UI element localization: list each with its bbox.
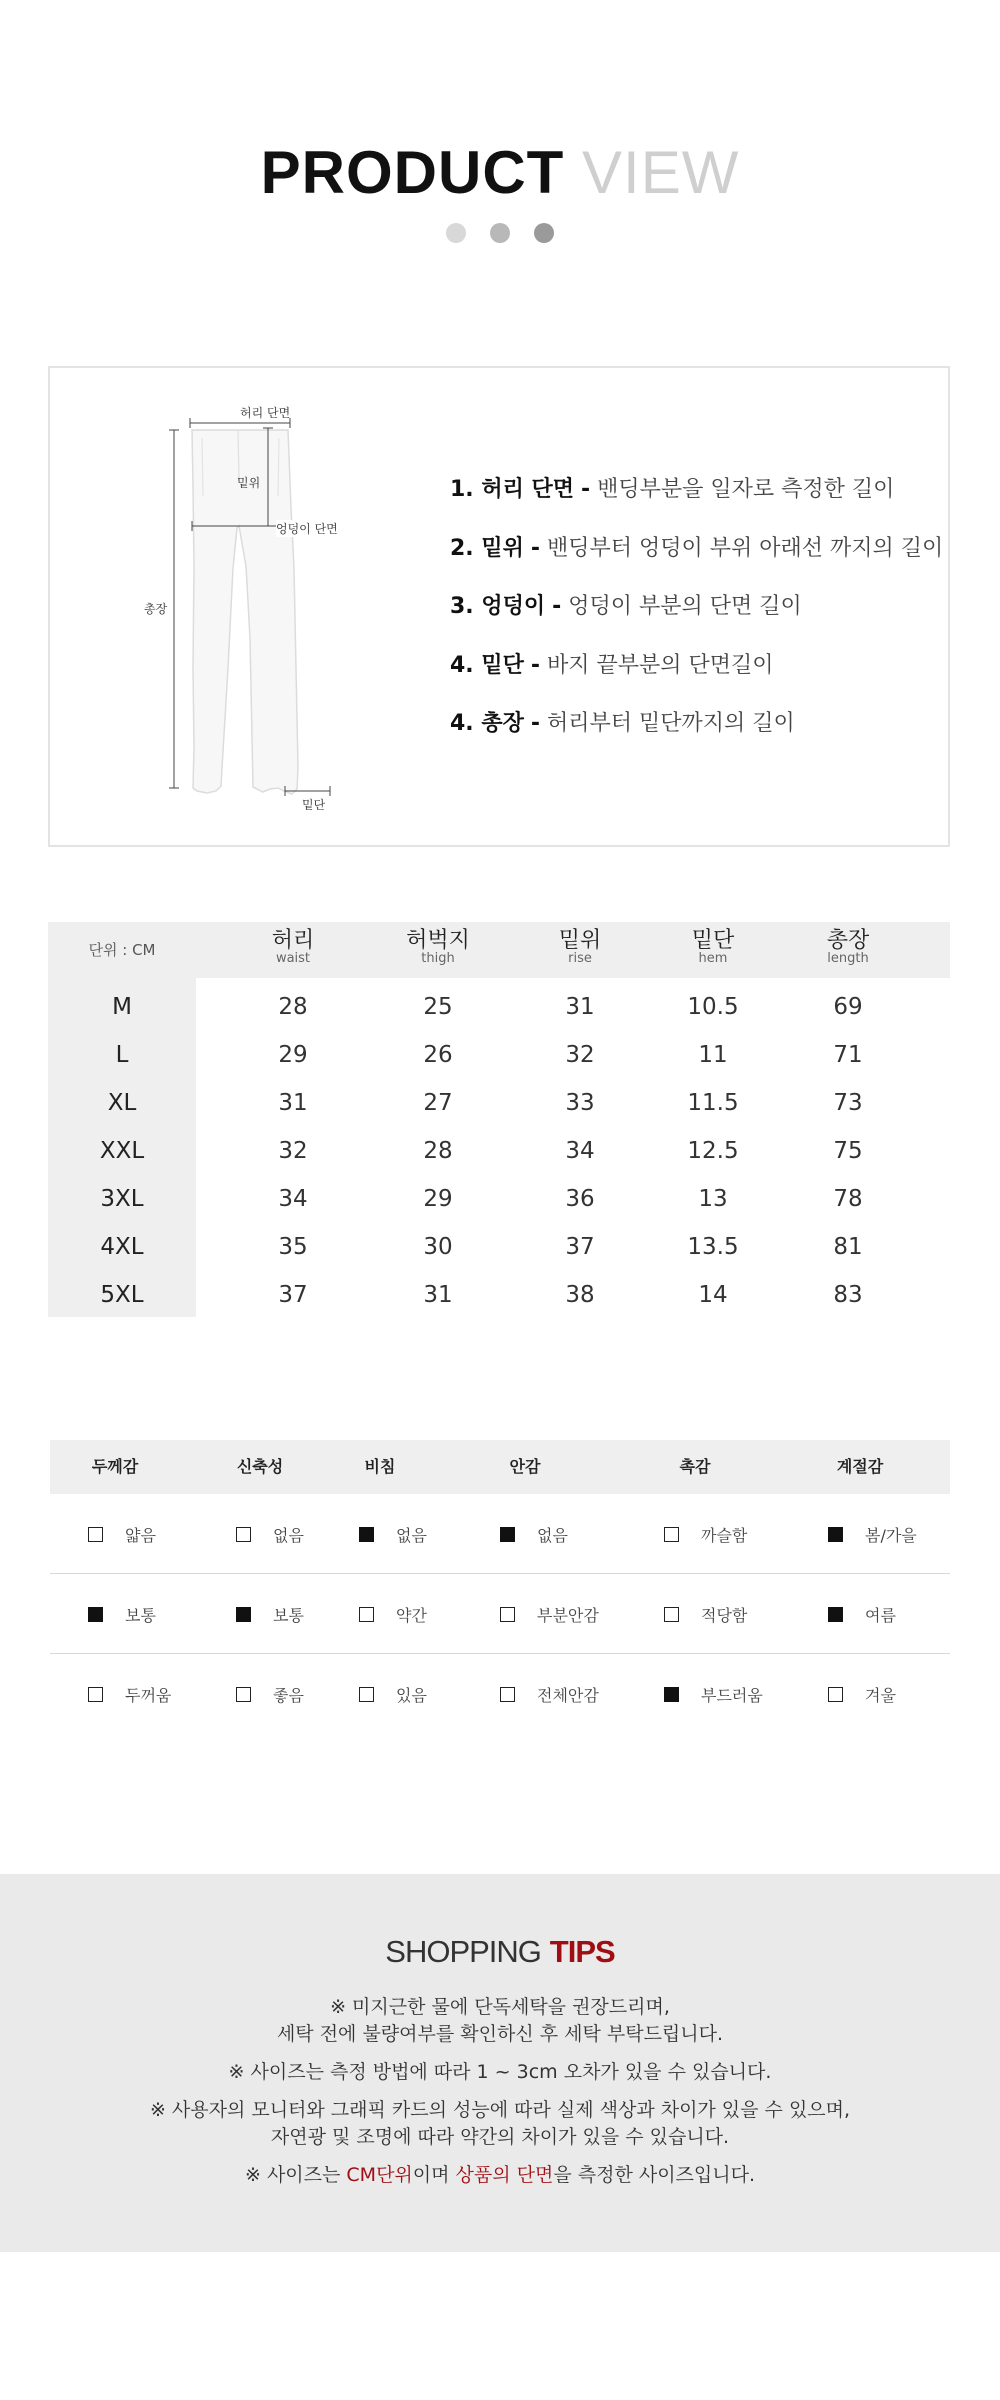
desc-num: 4. 총장 (450, 711, 524, 736)
col-ko: 총장 (826, 928, 870, 953)
feature-option (828, 1494, 917, 1574)
size-cell: 28 (423, 1138, 453, 1164)
tips-title-light: SHOPPING (385, 1934, 541, 1969)
tip-unit-highlight-cm: CM단위 (346, 2164, 413, 2186)
feature-option-label: 봄/가을 (865, 1525, 917, 1545)
unchecked-box-icon (500, 1607, 515, 1622)
size-cell: 26 (423, 1042, 453, 1068)
tip-unit-post: 을 측정한 사이즈입니다. (553, 2164, 756, 2186)
feature-option-label: 보통 (273, 1605, 304, 1625)
checked-box-icon (828, 1527, 843, 1542)
desc-dash: - (530, 711, 540, 736)
tips-title-strong: TIPS (549, 1934, 615, 1969)
feature-option (88, 1494, 156, 1574)
unchecked-box-icon (359, 1607, 374, 1622)
feature-option-label: 보통 (125, 1605, 156, 1625)
header-thickness: 두께감 (91, 1457, 139, 1476)
desc-item-rise (450, 534, 943, 564)
size-cell: 13.5 (687, 1234, 739, 1260)
feature-option-label: 부분안감 (537, 1605, 599, 1625)
feature-option (664, 1574, 747, 1654)
size-cell: 73 (833, 1090, 863, 1116)
feature-row (50, 1494, 950, 1574)
desc-item-hip (450, 592, 943, 622)
feature-option (500, 1654, 599, 1734)
feature-option-label: 여름 (865, 1605, 896, 1625)
size-row (48, 1031, 950, 1079)
desc-num: 4. 밑단 (450, 652, 524, 678)
feature-option (500, 1574, 599, 1654)
measurement-descriptions (450, 475, 943, 768)
checked-box-icon (664, 1687, 679, 1702)
desc-num: 2. 밑위 (450, 535, 524, 561)
col-en: hem (698, 951, 728, 966)
checked-box-icon (359, 1527, 374, 1542)
feature-option-label: 겨울 (865, 1685, 896, 1705)
col-waist (233, 928, 353, 966)
feature-option-label: 없음 (537, 1525, 568, 1545)
size-cell: 78 (833, 1186, 863, 1212)
label-hip: 엉덩이 단면 (276, 522, 338, 536)
feature-row (50, 1654, 950, 1734)
size-row (48, 1127, 950, 1175)
unchecked-box-icon (88, 1527, 103, 1542)
feature-option (828, 1574, 896, 1654)
desc-item-hem (450, 651, 943, 681)
unchecked-box-icon (500, 1687, 515, 1702)
size-cell: 81 (833, 1234, 863, 1260)
feature-option (828, 1654, 896, 1734)
desc-dash: - (530, 652, 540, 678)
size-cell: 29 (423, 1186, 453, 1212)
tip-unit-mid: 이며 (412, 2164, 456, 2186)
tip-unit-highlight-section: 상품의 단면 (455, 2164, 554, 2186)
title-light: VIEW (582, 139, 740, 206)
col-ko: 허벅지 (406, 928, 470, 953)
col-length (788, 928, 908, 966)
feature-option (88, 1574, 156, 1654)
tip-color-line1: ※ 사용자의 모니터와 그래픽 카드의 성능에 따라 실제 색상과 차이가 있을 수 있으며, (149, 2099, 851, 2121)
feature-option-label: 없음 (273, 1525, 304, 1545)
size-cell: 11.5 (687, 1090, 739, 1116)
desc-text: 밴딩부터 엉덩이 부위 아래선 까지의 길이 (546, 535, 944, 561)
size-cell: 25 (423, 994, 453, 1020)
section-dots (0, 223, 1000, 243)
checked-box-icon (236, 1607, 251, 1622)
desc-text: 바지 끝부분의 단면길이 (546, 652, 774, 678)
size-label: M (112, 994, 132, 1020)
size-cell: 33 (565, 1090, 595, 1116)
tip-wash (0, 1994, 1000, 2048)
size-cell: 38 (565, 1282, 595, 1308)
size-cell: 34 (278, 1186, 308, 1212)
label-hem: 밑단 (302, 798, 326, 812)
size-row (48, 1223, 950, 1271)
size-cell: 71 (833, 1042, 863, 1068)
label-length: 총장 (144, 602, 168, 616)
unchecked-box-icon (664, 1607, 679, 1622)
tip-unit-pre: ※ 사이즈는 (244, 2164, 347, 2186)
tips-body (0, 1994, 1000, 2200)
size-cell: 34 (565, 1138, 595, 1164)
feature-option-label: 약간 (396, 1605, 427, 1625)
feature-row (50, 1574, 950, 1654)
desc-dash: - (552, 594, 562, 619)
size-cell: 83 (833, 1282, 863, 1308)
tip-wash-line2: 세탁 전에 불량여부를 확인하신 후 세탁 부탁드립니다. (276, 2023, 724, 2045)
header-lining: 안감 (509, 1457, 541, 1476)
size-table-header (48, 922, 950, 978)
size-label: XXL (99, 1138, 145, 1164)
col-hem (653, 928, 773, 966)
size-row (48, 1175, 950, 1223)
shopping-tips (0, 1874, 1000, 2252)
size-cell: 28 (278, 994, 308, 1020)
tip-size-error: ※ 사이즈는 측정 방법에 따라 1 ~ 3cm 오차가 있을 수 있습니다. (228, 2061, 772, 2083)
pants-illustration (50, 368, 470, 845)
size-row (48, 1271, 950, 1319)
size-row (48, 1079, 950, 1127)
desc-item-length (450, 709, 943, 739)
feature-option (359, 1494, 427, 1574)
desc-num: 3. 엉덩이 (450, 594, 546, 619)
size-cell: 31 (278, 1090, 308, 1116)
checked-box-icon (828, 1607, 843, 1622)
feature-option (500, 1494, 568, 1574)
size-cell: 10.5 (687, 994, 739, 1020)
label-waist: 허리 단면 (240, 406, 291, 420)
size-cell: 36 (565, 1186, 595, 1212)
col-ko: 밑위 (558, 928, 602, 953)
size-label: 4XL (100, 1234, 144, 1260)
size-cell: 30 (423, 1234, 453, 1260)
feature-option-label: 있음 (396, 1685, 427, 1705)
desc-text: 허리부터 밑단까지의 길이 (546, 711, 795, 736)
col-en: waist (275, 951, 311, 966)
title-strong: PRODUCT (260, 139, 565, 206)
feature-option-label: 까슬함 (701, 1525, 748, 1545)
desc-num: 1. 허리 단면 (450, 477, 574, 502)
feature-option-label: 두꺼움 (125, 1685, 172, 1705)
unchecked-box-icon (359, 1687, 374, 1702)
feature-option (664, 1494, 747, 1574)
col-en: length (827, 951, 869, 966)
size-cell: 32 (278, 1138, 308, 1164)
size-label: 3XL (100, 1186, 144, 1212)
desc-text: 밴딩부분을 일자로 측정한 길이 (597, 477, 895, 502)
unchecked-box-icon (88, 1687, 103, 1702)
size-row (48, 983, 950, 1031)
tips-title (0, 1934, 1000, 1970)
unchecked-box-icon (828, 1687, 843, 1702)
feature-option-label: 없음 (396, 1525, 427, 1545)
tip-color-line2: 자연광 및 조명에 따라 약간의 차이가 있을 수 있습니다. (270, 2126, 730, 2148)
desc-dash: - (581, 477, 591, 502)
checked-box-icon (500, 1527, 515, 1542)
tip-color (0, 2097, 1000, 2151)
feature-option (88, 1654, 171, 1734)
size-cell: 12.5 (687, 1138, 739, 1164)
size-label: L (115, 1042, 129, 1068)
feature-option (236, 1494, 304, 1574)
size-cell: 37 (278, 1282, 308, 1308)
unchecked-box-icon (236, 1687, 251, 1702)
col-thigh (378, 928, 498, 966)
product-diagram-box (48, 366, 950, 847)
unit-label: 단위 : CM (88, 941, 156, 959)
dot-1 (446, 223, 466, 243)
dot-2 (490, 223, 510, 243)
feature-option (664, 1654, 763, 1734)
tip-wash-line1: ※ 미지근한 물에 단독세탁을 권장드리며, (330, 1996, 670, 2018)
desc-dash: - (530, 535, 540, 561)
col-en: rise (568, 951, 592, 966)
col-ko: 허리 (271, 928, 315, 953)
product-view-title (0, 138, 1000, 208)
header-texture: 촉감 (679, 1457, 711, 1476)
label-rise: 밑위 (237, 476, 261, 490)
header-sheerness: 비침 (364, 1457, 396, 1476)
checked-box-icon (88, 1607, 103, 1622)
feature-option-label: 좋음 (273, 1685, 304, 1705)
tip-size-unit (0, 2162, 1000, 2189)
feature-option (236, 1654, 304, 1734)
size-cell: 27 (423, 1090, 453, 1116)
col-en: thigh (421, 951, 455, 966)
size-cell: 31 (423, 1282, 453, 1308)
feature-option-label: 얇음 (125, 1525, 156, 1545)
unchecked-box-icon (664, 1527, 679, 1542)
size-cell: 37 (565, 1234, 595, 1260)
unchecked-box-icon (236, 1527, 251, 1542)
feature-option-label: 부드러움 (701, 1685, 763, 1705)
size-cell: 29 (278, 1042, 308, 1068)
size-cell: 32 (565, 1042, 595, 1068)
size-cell: 69 (833, 994, 863, 1020)
desc-item-waist (450, 475, 943, 505)
col-ko: 밑단 (691, 928, 735, 953)
desc-text: 엉덩이 부분의 단면 길이 (568, 594, 802, 619)
header-elasticity: 신축성 (236, 1457, 284, 1476)
size-cell: 75 (833, 1138, 863, 1164)
feature-table-header (50, 1440, 950, 1494)
col-rise (520, 928, 640, 966)
feature-option-label: 적당함 (701, 1605, 748, 1625)
dot-3 (534, 223, 554, 243)
header-season: 계절감 (836, 1457, 884, 1476)
size-cell: 35 (278, 1234, 308, 1260)
size-cell: 11 (698, 1042, 728, 1068)
size-label: 5XL (100, 1282, 144, 1308)
size-cell: 13 (698, 1186, 728, 1212)
size-cell: 14 (698, 1282, 728, 1308)
feature-option (359, 1574, 427, 1654)
pants-diagram (50, 368, 470, 845)
size-label: XL (107, 1090, 137, 1116)
size-cell: 31 (565, 994, 595, 1020)
feature-option (359, 1654, 427, 1734)
feature-option (236, 1574, 304, 1654)
feature-option-label: 전체안감 (537, 1685, 599, 1705)
